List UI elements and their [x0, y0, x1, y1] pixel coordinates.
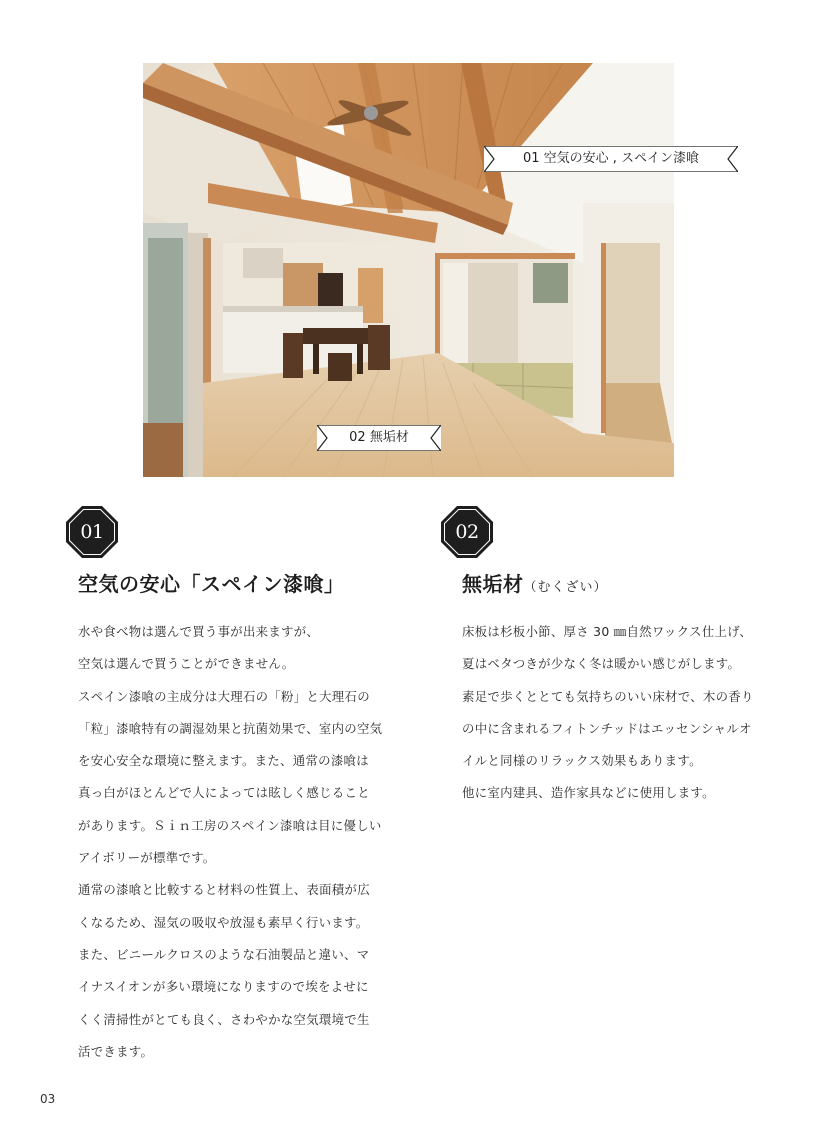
section-2-body: [462, 616, 762, 810]
body-line: 水や食べ物は選んで買う事が出来ますが、: [78, 624, 320, 639]
body-line: アイボリーが標準です。: [78, 850, 216, 866]
body-line: 他に室内建具、造作家具などに使用します。: [462, 785, 715, 801]
interior-photo-illustration: [143, 63, 674, 477]
section-2-number-badge: [439, 504, 495, 560]
body-line: 床板は杉板小節、厚さ 30 ㎜自然ワックス仕上げ、: [462, 624, 753, 639]
body-line: があります。Ｓｉｎ工房のスペイン漆喰は目に優しい: [78, 817, 382, 833]
photo-callout-plaster: [484, 146, 738, 172]
page-number: 03: [40, 1092, 56, 1106]
body-line: を安心安全な環境に整えます。また、通常の漆喰は: [78, 753, 369, 769]
section-1-number: 01: [80, 521, 104, 543]
section-1-number-badge: [64, 504, 120, 560]
photo-callout-wood-label: 02 無垢材: [349, 430, 409, 445]
section-1-body: [78, 616, 388, 1068]
body-line: 活できます。: [78, 1043, 154, 1059]
photo-callout-plaster-label: 01 空気の安心 , スペイン漆喰: [522, 151, 700, 166]
body-line: 真っ白がほとんどで人によっては眩しく感じること: [78, 785, 370, 801]
section-2-heading: [462, 568, 608, 597]
photo-callout-wood: [317, 425, 441, 451]
body-line: 夏はベタつきが少なく冬は暖かい感じがします。: [462, 656, 741, 672]
section-1-title: 空気の安心「スペイン漆喰」: [78, 572, 345, 596]
body-line: スペイン漆喰の主成分は大理石の「粉」と大理石の: [78, 688, 370, 704]
interior-photo: [143, 63, 674, 477]
body-line: 素足で歩くととても気持ちのいい床材で、木の香り: [462, 688, 754, 704]
body-line: 「粒」漆喰特有の調湿効果と抗菌効果で、室内の空気: [78, 720, 383, 736]
body-line: イナスイオンが多い環境になりますので埃をよせに: [78, 979, 369, 995]
body-line: 通常の漆喰と比較すると材料の性質上、表面積が広: [78, 882, 370, 898]
body-line: くなるため、湿気の吸収や放湿も素早く行います。: [78, 914, 369, 930]
section-2-title: 無垢材: [462, 572, 524, 596]
section-2-title-reading: （むくざい）: [523, 580, 608, 595]
body-line: イルと同様のリラックス効果もあります。: [462, 753, 702, 769]
body-line: の中に含まれるフィトンチッドはエッセンシャルオ: [462, 720, 752, 736]
body-line: 空気は選んで買うことができません。: [78, 656, 295, 672]
body-line: また、ビニールクロスのような石油製品と違い、マ: [78, 946, 370, 962]
section-2-number: 02: [455, 521, 479, 543]
body-line: くく清掃性がとても良く、さわやかな空気環境で生: [78, 1011, 370, 1027]
